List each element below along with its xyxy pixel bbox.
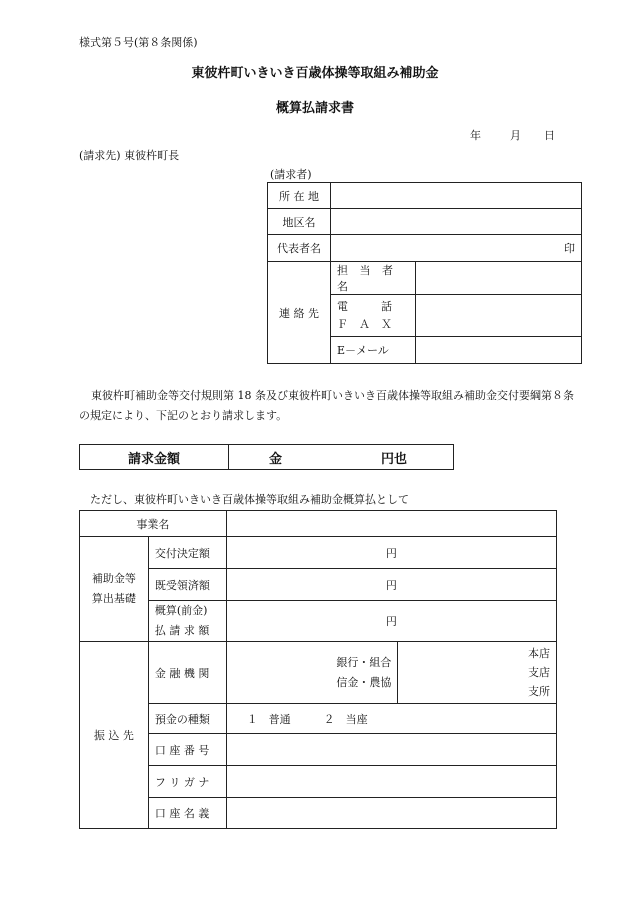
representative-label: 代表者名	[268, 235, 331, 262]
project-field[interactable]	[226, 511, 556, 537]
addressee: (請求先) 東彼杵町長	[79, 149, 180, 162]
advance-label	[148, 601, 226, 642]
branch-main: 本店	[528, 647, 550, 660]
received-amount-field[interactable]	[226, 569, 556, 601]
decision-label: 交付決定額	[148, 537, 226, 569]
claimant-section-label: (請求者)	[270, 168, 312, 181]
decision-yen: 円	[385, 546, 397, 560]
branch-shisho: 支所	[528, 685, 550, 698]
advance-yen: 円	[385, 615, 397, 628]
advance-label-line2: 払 請 求 額	[154, 624, 210, 637]
representative-field[interactable]	[331, 235, 582, 262]
deposit-type-options[interactable]: １ 普通 ２ 当座	[226, 704, 556, 734]
branch-shiten: 支店	[528, 666, 550, 679]
form-subtitle: 概算払請求書	[275, 101, 354, 116]
date-day: 日	[544, 129, 555, 142]
decision-amount-field[interactable]	[226, 537, 556, 569]
phone-label: 電 話	[337, 299, 392, 313]
basis-label-line2: 算出基礎	[91, 592, 136, 605]
project-label: 事業名	[80, 511, 227, 537]
advance-amount-field[interactable]	[226, 601, 556, 642]
fax-label: Ｆ Ａ Ｘ	[337, 317, 392, 331]
amount-yen: 円也	[381, 451, 408, 467]
deposit-type-label: 預金の種類	[148, 704, 226, 734]
bank-type-2: 信金・農協	[336, 675, 392, 689]
bank-name-field[interactable]	[226, 642, 398, 704]
form-title: 東彼杵町いきいき百歳体操等取組み補助金	[191, 66, 439, 81]
address-field[interactable]	[331, 183, 582, 209]
date-month: 月	[510, 129, 521, 142]
furigana-label: フ リ ガ ナ	[148, 766, 226, 798]
person-label: 担 当 者 名	[331, 262, 416, 295]
account-name-field[interactable]	[226, 798, 556, 829]
date-year: 年	[470, 129, 481, 142]
transfer-label: 振 込 先	[80, 642, 149, 829]
phone-fax-field[interactable]	[416, 295, 582, 337]
body-paragraph: 東彼杵町補助金等交付規則第 18 条及び東彼杵町いきいき百歳体操等取組み補助金交付要綱第８条の規定により、下記のとおり請求します。	[79, 389, 574, 422]
bank-type-1: 銀行・組合	[336, 655, 392, 669]
basis-label-line1: 補助金等	[91, 572, 136, 585]
seal-mark: 印	[564, 242, 575, 255]
received-label: 既受領済額	[148, 569, 226, 601]
address-label: 所 在 地	[268, 183, 331, 209]
person-field[interactable]	[416, 262, 582, 295]
contact-label: 連 絡 先	[268, 262, 331, 364]
account-number-label: 口 座 番 号	[148, 734, 226, 766]
district-field[interactable]	[331, 209, 582, 235]
advance-label-line1: 概算(前金)	[154, 604, 208, 617]
furigana-field[interactable]	[226, 766, 556, 798]
claimant-table	[267, 182, 582, 364]
amount-kin: 金	[269, 451, 283, 467]
form-id: 様式第５号(第８条関係)	[79, 36, 198, 49]
phone-fax-label	[331, 295, 416, 337]
district-label: 地区名	[268, 209, 331, 235]
account-name-label: 口 座 名 義	[148, 798, 226, 829]
email-field[interactable]	[416, 337, 582, 364]
basis-label	[80, 537, 149, 642]
amount-label: 請求金額	[80, 445, 229, 470]
amount-field[interactable]	[229, 445, 454, 470]
details-table	[79, 510, 557, 829]
bank-label: 金 融 機 関	[148, 642, 226, 704]
received-yen: 円	[385, 578, 397, 592]
email-label: E－メール	[331, 337, 416, 364]
amount-table	[79, 444, 454, 470]
proviso-text: ただし、東彼杵町いきいき百歳体操等取組み補助金概算払として	[90, 493, 409, 506]
account-number-field[interactable]	[226, 734, 556, 766]
branch-field[interactable]	[398, 642, 557, 704]
